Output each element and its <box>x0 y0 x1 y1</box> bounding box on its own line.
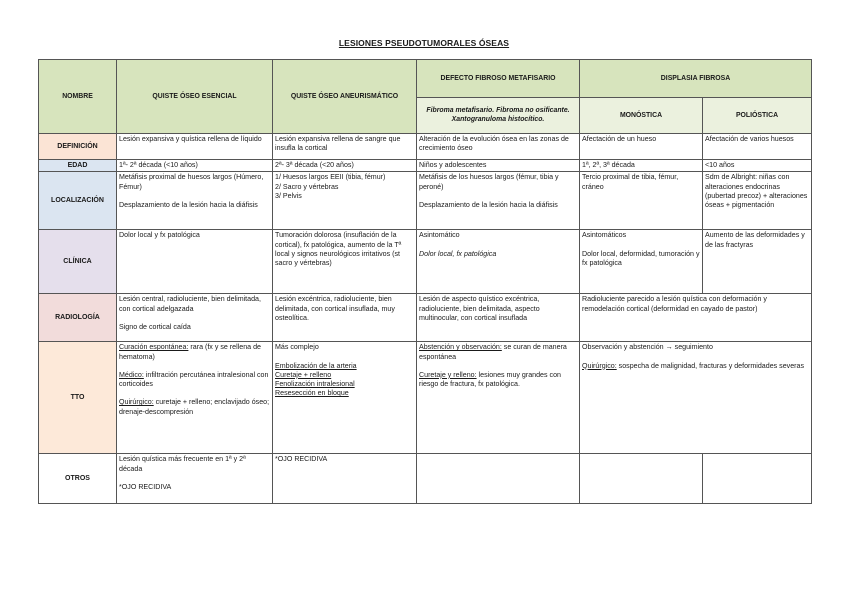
text-line: 3/ Pelvis <box>275 191 302 200</box>
cell-definicion-monostica: Afectación de un hueso <box>580 134 703 160</box>
header-defecto-subtitle: Fibroma metafisario. Fibroma no osificante. Xantogranuloma histocítico. <box>417 98 580 134</box>
row-radiologia <box>39 294 812 342</box>
text-line: Asintomáticos <box>582 231 627 240</box>
text-line <box>119 343 270 362</box>
text-line: Metáfisis de los huesos largos (fémur, tibia y peroné) <box>419 173 559 191</box>
cell-localizacion-aneurismatico <box>273 172 417 230</box>
text-line: Observación y abstención → seguimiento <box>582 343 713 352</box>
header-defecto-fibroso: DEFECTO FIBROSO METAFISARIO <box>417 60 580 98</box>
underlined-term: Abstención y observación: <box>419 343 502 352</box>
underlined-term: Médico: <box>119 370 144 379</box>
header-poliostica: POLIÓSTICA <box>703 98 812 134</box>
header-displasia-fibrosa: DISPLASIA FIBROSA <box>580 60 812 98</box>
cell-otros-monostica <box>580 454 703 504</box>
text-line: 1/ Huesos largos EEII (tibia, fémur) <box>275 173 386 182</box>
header-quiste-aneurismatico: QUISTE ÓSEO ANEURISMÁTICO <box>273 60 417 134</box>
cell-tto-displasia <box>580 342 812 454</box>
text-line: Lesión quística más frecuente en 1ª y 2ª década <box>119 455 246 473</box>
cell-otros-aneurismatico: *OJO RECIDIVA <box>273 454 417 504</box>
row-label-radiologia: RADIOLOGÍA <box>39 294 117 342</box>
row-clinica <box>39 230 812 294</box>
cell-edad-defecto: Niños y adolescentes <box>417 160 580 172</box>
row-definicion <box>39 134 812 160</box>
cell-clinica-defecto <box>417 230 580 294</box>
cell-radiologia-esencial <box>117 294 273 342</box>
cell-localizacion-poliostica: Sdm de Albright: niñas con alteraciones endocrinas (pubertad precoz) + alteraciones óseas + pigmentación <box>703 172 812 230</box>
cell-radiologia-displasia: Radioluciente parecido a lesión quística con deformación y remodelación cortical (deformidad en cayado de pastor) <box>580 294 812 342</box>
header-quiste-esencial: QUISTE ÓSEO ESENCIAL <box>117 60 273 134</box>
cell-clinica-poliostica: Aumento de las deformidades y de las fractyras <box>703 230 812 294</box>
cell-edad-monostica: 1ª, 2ª, 3ª década <box>580 160 703 172</box>
cell-clinica-aneurismatico: Tumoración dolorosa (insuflación de la cortical), fx patológica, aumento de la Tª local y signos neurológicos irritativos (st sacro y vértebras) <box>273 230 417 294</box>
text-line: Fenolización intralesional <box>275 380 355 389</box>
term-detail: sospecha de malignidad, fracturas y deformidades severas <box>616 361 804 370</box>
text-line <box>119 371 270 390</box>
cell-definicion-poliostica: Afectación de varios huesos <box>703 134 812 160</box>
text-line <box>419 343 577 362</box>
cell-clinica-esencial: Dolor local y fx patológica <box>117 230 273 294</box>
row-label-tto: TTO <box>39 342 117 454</box>
row-label-otros: OTROS <box>39 454 117 504</box>
cell-definicion-defecto: Alteración de la evolución ósea en las zonas de crecimiento óseo <box>417 134 580 160</box>
text-line <box>119 398 270 417</box>
term-detail: se curan de manera espontánea <box>419 343 567 361</box>
row-localizacion <box>39 172 812 230</box>
cell-otros-defecto <box>417 454 580 504</box>
cell-edad-poliostica: <10 años <box>703 160 812 172</box>
row-otros <box>39 454 812 504</box>
underlined-term: Curación espontánea: <box>119 343 189 352</box>
cell-edad-aneurismatico: 2ª- 3ª década (<20 años) <box>273 160 417 172</box>
text-line: Más complejo <box>275 343 319 352</box>
text-line: Dolor local, deformidad, tumoración y fx patológica <box>582 249 700 267</box>
lesions-table <box>38 59 812 504</box>
text-line: Embolización de la arteria <box>275 361 357 370</box>
text-line: Desplazamiento de la lesión hacia la diáfisis <box>419 200 558 209</box>
cell-localizacion-esencial <box>117 172 273 230</box>
row-label-edad: EDAD <box>39 160 117 172</box>
cell-radiologia-defecto: Lesión de aspecto quístico excéntrica, radioluciente, bien delimitada, aspecto multinocular, con cortical insuflada <box>417 294 580 342</box>
underlined-term: Quirúrgico: <box>582 361 617 370</box>
text-line: Dolor local, fx patológica <box>419 249 497 258</box>
text-line: Lesión central, radioluciente, bien delimitada, con cortical adelgazada <box>119 295 261 313</box>
term-detail: curetaje + relleno; enclavijado óseo; drenaje-descompresión <box>119 398 270 416</box>
cell-tto-aneurismatico <box>273 342 417 454</box>
row-label-localizacion: LOCALIZACIÓN <box>39 172 117 230</box>
term-detail: lesiones muy grandes con riesgo de fractura, fx patológica. <box>419 370 561 389</box>
text-line: Curetaje + relleno <box>275 370 332 379</box>
cell-localizacion-monostica: Tercio proximal de tibia, fémur, cráneo <box>580 172 703 230</box>
text-line: 2/ Sacro y vértebras <box>275 182 339 191</box>
cell-edad-esencial: 1ª- 2ª década (<10 años) <box>117 160 273 172</box>
row-label-definicion: DEFINICIÓN <box>39 134 117 160</box>
row-edad <box>39 160 812 172</box>
term-detail: infiltración percutánea intralesional con corticoides <box>119 370 269 389</box>
document-title: LESIONES PSEUDOTUMORALES ÓSEAS <box>338 38 510 48</box>
underlined-term: Quirúrgico: <box>119 398 154 407</box>
text-line: *OJO RECIDIVA <box>119 482 172 491</box>
term-detail: rara (fx y se rellena de hematoma) <box>119 343 261 361</box>
cell-clinica-monostica <box>580 230 703 294</box>
text-line: Asintomático <box>419 231 460 240</box>
row-tto <box>39 342 812 454</box>
cell-localizacion-defecto <box>417 172 580 230</box>
text-line: Metáfisis proximal de huesos largos (Húmero, Fémur) <box>119 173 264 191</box>
cell-definicion-esencial: Lesión expansiva y quística rellena de líquido <box>117 134 273 160</box>
row-label-clinica: CLÍNICA <box>39 230 117 294</box>
cell-otros-poliostica <box>703 454 812 504</box>
text-line <box>582 362 809 371</box>
text-line: Resesección en bloque <box>275 389 349 398</box>
cell-radiologia-aneurismatico: Lesión excéntrica, radioluciente, bien delimitada, con cortical insuflada, muy osteolítica. <box>273 294 417 342</box>
text-line: Signo de cortical caída <box>119 322 191 331</box>
cell-definicion-aneurismatico: Lesión expansiva rellena de sangre que insufla la cortical <box>273 134 417 160</box>
cell-tto-defecto <box>417 342 580 454</box>
cell-tto-esencial <box>117 342 273 454</box>
underlined-term: Curetaje y relleno: <box>419 370 477 379</box>
text-line: Desplazamiento de la lesión hacia la diáfisis <box>119 200 258 209</box>
cell-otros-esencial <box>117 454 273 504</box>
header-monostica: MONÓSTICA <box>580 98 703 134</box>
header-nombre: NOMBRE <box>39 60 117 134</box>
text-line <box>419 371 577 390</box>
